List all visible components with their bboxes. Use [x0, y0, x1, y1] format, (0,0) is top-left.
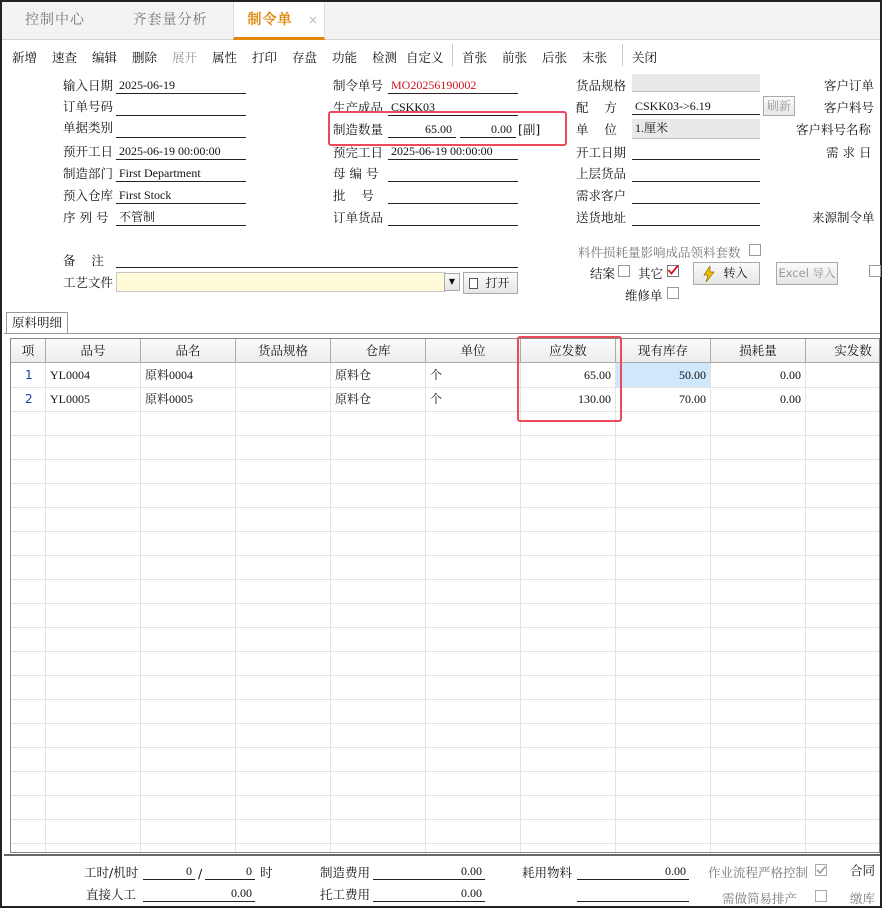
doc-type-label: 单据类别: [63, 120, 114, 135]
parent-no-label: 母 编 号: [333, 166, 379, 181]
work-hours-field[interactable]: 0: [143, 862, 195, 880]
grid-row-line: [11, 627, 879, 628]
loss-affect-label: 料件损耗量影响成品领料套数: [578, 245, 741, 260]
plan-end-label: 预完工日: [333, 145, 384, 160]
closed-label: 结案: [590, 266, 616, 281]
warehouse-label: 预入仓库: [63, 188, 114, 203]
tab-material-detail[interactable]: 原料明细: [6, 312, 68, 334]
table-row-1-index[interactable]: 1: [25, 368, 33, 382]
grid-row-line: [11, 747, 879, 748]
repair-label: 维修单: [625, 288, 663, 303]
qty-highlight-box: [328, 111, 567, 146]
process-file-label: 工艺文件: [63, 275, 114, 290]
col-header-name[interactable]: 品名: [141, 339, 236, 363]
dept-label: 制造部门: [63, 166, 114, 181]
plan-start-label: 预开工日: [63, 144, 114, 159]
contract-label: 合同: [850, 863, 876, 878]
mfg-cost-field[interactable]: 0.00: [373, 862, 485, 880]
mfg-cost-label: 制造费用: [320, 865, 371, 880]
col-header-actual[interactable]: 实发数: [806, 339, 880, 363]
table-row-1-name[interactable]: 原料0004: [145, 368, 194, 382]
grid-row-line: [11, 723, 879, 724]
last-record-button[interactable]: 末张: [582, 50, 608, 65]
table-row-2-loss[interactable]: 0.00: [780, 392, 801, 406]
table-row-2-code[interactable]: YL0005: [50, 392, 90, 406]
upper-goods-label: 上层货品: [576, 166, 627, 181]
customer-order-label: 客户订单: [824, 78, 875, 93]
grid-row-line: [11, 651, 879, 652]
strict-flow-checkbox[interactable]: [815, 864, 827, 876]
mo-no-label: 制令单号: [333, 78, 384, 93]
col-header-index[interactable]: 项: [11, 339, 46, 363]
table-row-1-loss[interactable]: 0.00: [780, 368, 801, 382]
excel-import-button[interactable]: Excel 导入: [776, 262, 838, 285]
doc-type-field[interactable]: [116, 120, 246, 138]
grid-row-line: [11, 531, 879, 532]
save-button[interactable]: 存盘: [292, 50, 318, 65]
close-button[interactable]: 关闭: [632, 50, 658, 65]
grid-row-line: [11, 771, 879, 772]
qty-field[interactable]: 65.00: [388, 120, 456, 138]
delete-button[interactable]: 删除: [132, 50, 158, 65]
consumables-extra-field[interactable]: [577, 884, 689, 902]
order-goods-label: 订单货品: [333, 210, 384, 225]
toolbar-divider: [452, 44, 453, 66]
table-row-2-issue-qty[interactable]: 130.00: [578, 392, 611, 406]
demand-date-label: 需 求 日: [826, 145, 872, 160]
tab-kit-analysis[interactable]: 齐套量分析: [132, 12, 208, 28]
customer-part-name-label: 客户料号名称: [796, 122, 872, 137]
plan-end-field[interactable]: 2025-06-19 00:00:00: [388, 142, 518, 160]
grid-row-line: [11, 843, 879, 844]
direct-labor-label: 直接人工: [86, 887, 137, 902]
prev-record-button[interactable]: 前张: [502, 50, 528, 65]
tab-manufacturing-order[interactable]: 制令单: [233, 2, 325, 40]
qty-label: 制造数量: [333, 122, 384, 137]
grid-row-line: [11, 507, 879, 508]
grid-row-line: [11, 483, 879, 484]
ship-addr-field[interactable]: [632, 208, 760, 226]
table-row-2-name[interactable]: 原料0005: [145, 392, 194, 406]
checkmark-icon: [667, 264, 679, 276]
consumables-field[interactable]: 0.00: [577, 862, 689, 880]
table-row-1-stock[interactable]: 50.00: [616, 363, 710, 387]
product-label: 生产成品: [333, 100, 384, 115]
qty-secondary-field[interactable]: 0.00: [460, 120, 516, 138]
warehouse-field[interactable]: First Stock: [116, 186, 246, 204]
next-record-button[interactable]: 后张: [542, 50, 568, 65]
product-field[interactable]: CSKK03: [388, 98, 518, 116]
customer-part-label: 客户料号: [824, 100, 875, 115]
material-grid: [10, 338, 880, 853]
demand-customer-label: 需求客户: [576, 188, 627, 203]
grid-row-line: [11, 459, 879, 460]
table-row-1-code[interactable]: YL0004: [50, 368, 90, 382]
check-button[interactable]: 检测: [372, 50, 398, 65]
remark-label: 备 注: [63, 253, 104, 268]
grid-row-line: [11, 795, 879, 796]
grid-row-line: [11, 603, 879, 604]
toolbar: [2, 42, 880, 70]
table-row-2-stock[interactable]: 70.00: [679, 392, 706, 406]
order-goods-field[interactable]: [388, 208, 518, 226]
repair-checkbox[interactable]: [667, 287, 679, 299]
table-row-2-index[interactable]: 2: [25, 392, 33, 406]
ship-addr-label: 送货地址: [576, 210, 627, 225]
grid-row-line: [11, 819, 879, 820]
col-header-spec[interactable]: 货品规格: [236, 339, 331, 363]
dropdown-arrow-icon[interactable]: ▼: [444, 273, 460, 291]
new-button[interactable]: 新增: [12, 50, 38, 65]
transfer-in-label: 转入: [723, 266, 748, 280]
unit-field[interactable]: 1.厘米: [632, 119, 760, 139]
table-row-1-unit[interactable]: 个: [430, 368, 443, 382]
toolbar-divider: [622, 44, 623, 66]
spec-label: 货品规格: [576, 78, 627, 93]
formula-field[interactable]: CSKK03->6.19: [632, 97, 760, 115]
start-date-label: 开工日期: [576, 145, 627, 160]
transfer-in-button[interactable]: [693, 262, 760, 285]
col-header-warehouse[interactable]: 仓库: [331, 339, 426, 363]
tab-bar: [2, 2, 880, 40]
col-header-issue-qty[interactable]: 应发数: [521, 339, 616, 363]
table-row-2-actual[interactable]: [806, 387, 880, 411]
consumables-label: 耗用物料: [522, 865, 573, 880]
work-hours-label: 工时/机时: [84, 865, 139, 880]
table-row-2-warehouse[interactable]: 原料仓: [335, 392, 372, 406]
expand-button[interactable]: 展开: [172, 50, 198, 65]
serial-field[interactable]: 不管制: [116, 208, 246, 226]
grid-row-line: [11, 411, 879, 412]
tab-control-center[interactable]: 控制中心: [25, 12, 85, 28]
edit-button[interactable]: 编辑: [92, 50, 118, 65]
custom-button[interactable]: 自定义: [406, 50, 444, 65]
batch-field[interactable]: [388, 186, 518, 204]
issue-qty-highlight-box: [517, 336, 622, 422]
extra-checkbox[interactable]: [869, 265, 881, 277]
first-record-button[interactable]: 首张: [462, 50, 488, 65]
machine-hours-field[interactable]: 0: [205, 862, 255, 880]
input-date-label: 输入日期: [63, 78, 114, 93]
parent-no-field[interactable]: [388, 164, 518, 182]
lightning-icon: [702, 266, 716, 282]
hours-unit-label: 时: [260, 865, 273, 880]
spec-field[interactable]: [632, 74, 760, 92]
simple-schedule-checkbox[interactable]: [815, 890, 827, 902]
outsource-cost-field[interactable]: 0.00: [373, 884, 485, 902]
table-row-1-spec[interactable]: [236, 363, 330, 387]
tab-divider: [4, 333, 880, 334]
table-row-1-actual[interactable]: [806, 363, 880, 387]
checkmark-icon: [815, 864, 827, 876]
table-row-1-warehouse[interactable]: 原料仓: [335, 368, 372, 382]
outsource-cost-label: 托工费用: [320, 887, 371, 902]
col-header-loss[interactable]: 损耗量: [711, 339, 806, 363]
work-hours-separator: /: [198, 866, 203, 881]
refresh-button[interactable]: 刷新: [763, 96, 795, 116]
open-file-button[interactable]: [463, 272, 518, 294]
process-file-field[interactable]: [116, 272, 446, 292]
remark-field[interactable]: [116, 250, 518, 268]
batch-label: 批 号: [333, 188, 374, 203]
grid-row-line: [11, 579, 879, 580]
function-button[interactable]: 功能: [332, 50, 358, 65]
other-label: 其它: [638, 266, 664, 281]
table-row-2-unit[interactable]: 个: [430, 392, 443, 406]
direct-labor-field[interactable]: 0.00: [143, 884, 255, 902]
strict-flow-label: 作业流程严格控制: [708, 865, 809, 880]
source-mo-label: 来源制令单: [812, 210, 875, 225]
demand-customer-field[interactable]: [632, 186, 760, 204]
unit-label: 单 位: [576, 122, 617, 137]
closed-checkbox[interactable]: [618, 265, 630, 277]
dept-field[interactable]: First Department: [116, 164, 246, 182]
grid-row-line: [11, 435, 879, 436]
table-row-1-issue-qty[interactable]: 65.00: [584, 368, 611, 382]
serial-label: 序 列 号: [63, 210, 109, 225]
upper-goods-field[interactable]: [632, 164, 760, 182]
input-date-field[interactable]: 2025-06-19: [116, 76, 246, 94]
print-button[interactable]: 打印: [252, 50, 278, 65]
grid-row-line: [11, 699, 879, 700]
loss-affect-checkbox[interactable]: [749, 244, 761, 256]
grid-row-line: [11, 675, 879, 676]
open-file-label: 打开: [485, 276, 510, 290]
formula-label: 配 方: [576, 100, 617, 115]
table-row-2-spec[interactable]: [236, 387, 330, 411]
col-header-code[interactable]: 品号: [46, 339, 141, 363]
pay-label: 缴库: [850, 891, 876, 906]
other-checkbox[interactable]: [667, 265, 679, 277]
mo-no-field[interactable]: MO20256190002: [388, 76, 518, 94]
secondary-unit-tag: [副]: [518, 122, 541, 137]
col-header-stock[interactable]: 现有库存: [616, 339, 711, 363]
order-no-label: 订单号码: [63, 99, 114, 114]
close-icon[interactable]: ×: [308, 13, 319, 27]
plan-start-field[interactable]: 2025-06-19 00:00:00: [116, 142, 246, 160]
order-no-field[interactable]: [116, 98, 246, 116]
grid-row-line: [11, 555, 879, 556]
col-header-unit[interactable]: 单位: [426, 339, 521, 363]
start-date-field[interactable]: [632, 142, 760, 160]
document-icon: [469, 278, 478, 289]
simple-schedule-label: 需做简易排产: [722, 891, 798, 906]
quick-query-button[interactable]: 速查: [52, 50, 78, 65]
attributes-button[interactable]: 属性: [212, 50, 238, 65]
footer-divider: [4, 854, 880, 856]
